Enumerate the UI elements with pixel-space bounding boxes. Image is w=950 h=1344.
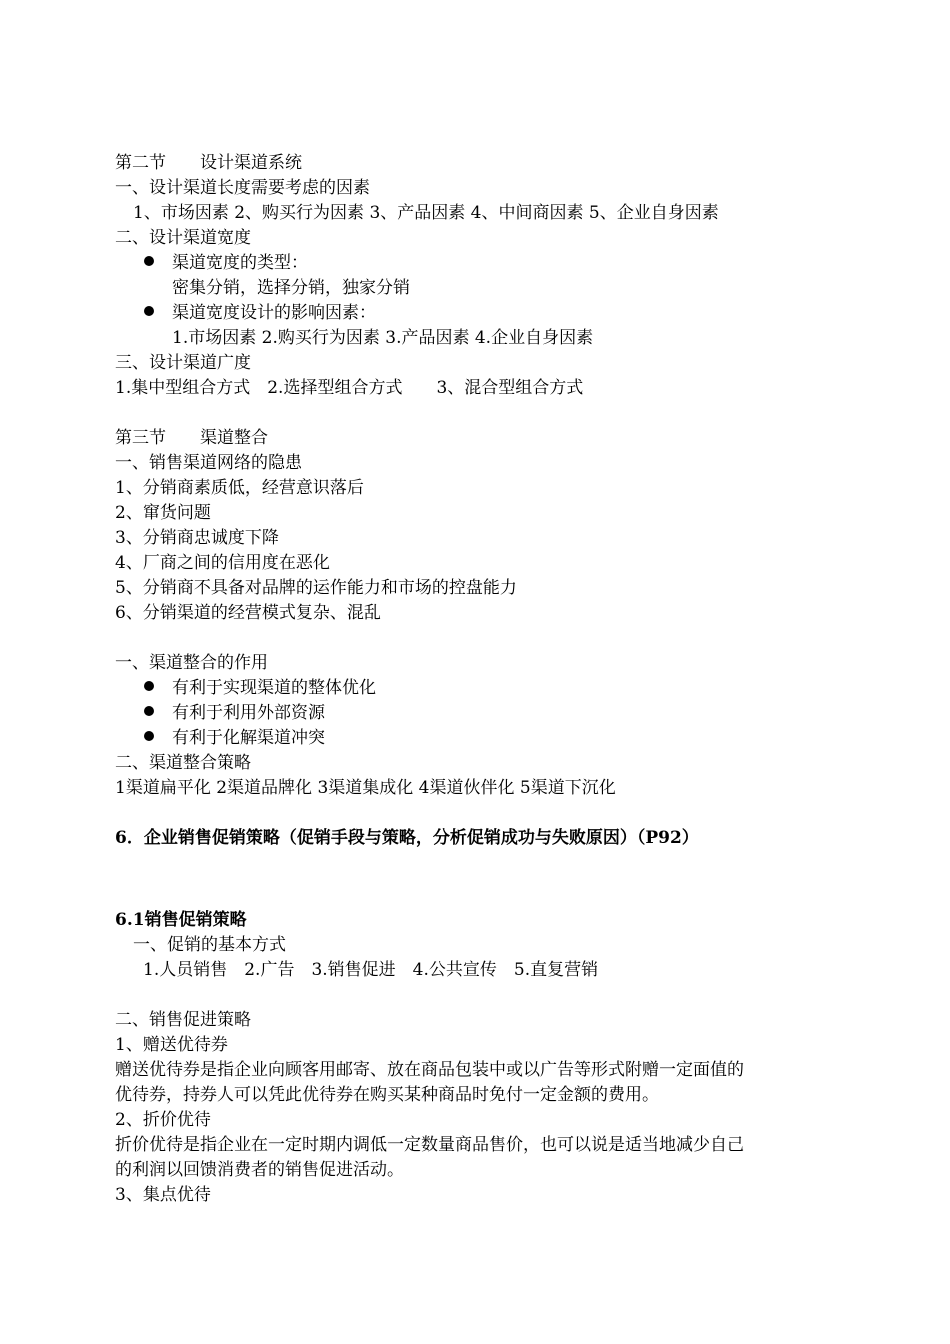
width-type-text: 密集分销，选择分销，独家分销 bbox=[172, 278, 410, 298]
length-factors-heading: 一、设计渠道长度需要考虑的因素 bbox=[115, 178, 370, 198]
risk-heading: 一、销售渠道网络的隐患 bbox=[115, 453, 302, 473]
subsection-6-1-title: 6.1销售促销策略 bbox=[115, 910, 247, 930]
coupon-text-line: 赠送优待券是指企业向顾客用邮寄、放在商品包装中或以广告等形式附赠一定面值的 bbox=[115, 1060, 744, 1080]
bullet-icon bbox=[144, 681, 154, 691]
bullet-icon bbox=[144, 306, 154, 316]
chapter-6-title: 6．企业销售促销策略（促销手段与策略，分析促销成功与失败原因）（P92） bbox=[115, 828, 699, 848]
role-item: 有利于实现渠道的整体优化 bbox=[172, 678, 376, 698]
discount-heading: 2、折价优待 bbox=[115, 1110, 211, 1130]
section-3-title: 第三节 渠道整合 bbox=[115, 428, 268, 448]
risk-item: 4、厂商之间的信用度在恶化 bbox=[115, 553, 330, 573]
role-item: 有利于化解渠道冲突 bbox=[172, 728, 325, 748]
role-heading: 一、渠道整合的作用 bbox=[115, 653, 268, 673]
risk-item: 1、分销商素质低，经营意识落后 bbox=[115, 478, 364, 498]
breadth-list: 1.集中型组合方式 2.选择型组合方式 3、混合型组合方式 bbox=[115, 378, 584, 398]
coupon-heading: 1、赠送优待券 bbox=[115, 1035, 228, 1055]
bullet-icon bbox=[144, 731, 154, 741]
risk-item: 5、分销商不具备对品牌的运作能力和市场的控盘能力 bbox=[115, 578, 517, 598]
basic-methods-heading: 一、促销的基本方式 bbox=[133, 935, 286, 955]
breadth-heading: 三、设计渠道广度 bbox=[115, 353, 251, 373]
role-item: 有利于利用外部资源 bbox=[172, 703, 325, 723]
risk-item: 2、窜货问题 bbox=[115, 503, 211, 523]
coupon-text-line: 优待券，持券人可以凭此优待券在购买某种商品时免付一定金额的费用。 bbox=[115, 1085, 659, 1105]
length-factors-list: 1、市场因素 2、购买行为因素 3、产品因素 4、中间商因素 5、企业自身因素 bbox=[133, 203, 719, 223]
strategy-list: 1渠道扁平化 2渠道品牌化 3渠道集成化 4渠道伙伴化 5渠道下沉化 bbox=[115, 778, 616, 798]
promotion-strategy-heading: 二、销售促进策略 bbox=[115, 1010, 251, 1030]
bullet-icon bbox=[144, 706, 154, 716]
discount-text-line: 的利润以回馈消费者的销售促进活动。 bbox=[115, 1160, 404, 1180]
basic-methods-list: 1.人员销售 2.广告 3.销售促进 4.公共宣传 5.直复营销 bbox=[143, 960, 599, 980]
width-factor-text: 1.市场因素 2.购买行为因素 3.产品因素 4.企业自身因素 bbox=[172, 328, 594, 348]
bullet-icon bbox=[144, 256, 154, 266]
width-type-bullet: 渠道宽度的类型： bbox=[172, 253, 308, 273]
discount-text-line: 折价优待是指企业在一定时期内调低一定数量商品售价，也可以说是适当地减少自己 bbox=[115, 1135, 744, 1155]
strategy-heading: 二、渠道整合策略 bbox=[115, 753, 251, 773]
width-factor-bullet: 渠道宽度设计的影响因素： bbox=[172, 303, 376, 323]
points-heading: 3、集点优待 bbox=[115, 1185, 211, 1205]
risk-item: 6、分销渠道的经营模式复杂、混乱 bbox=[115, 603, 381, 623]
section-2-title: 第二节 设计渠道系统 bbox=[115, 153, 302, 173]
risk-item: 3、分销商忠诚度下降 bbox=[115, 528, 279, 548]
width-heading: 二、设计渠道宽度 bbox=[115, 228, 251, 248]
